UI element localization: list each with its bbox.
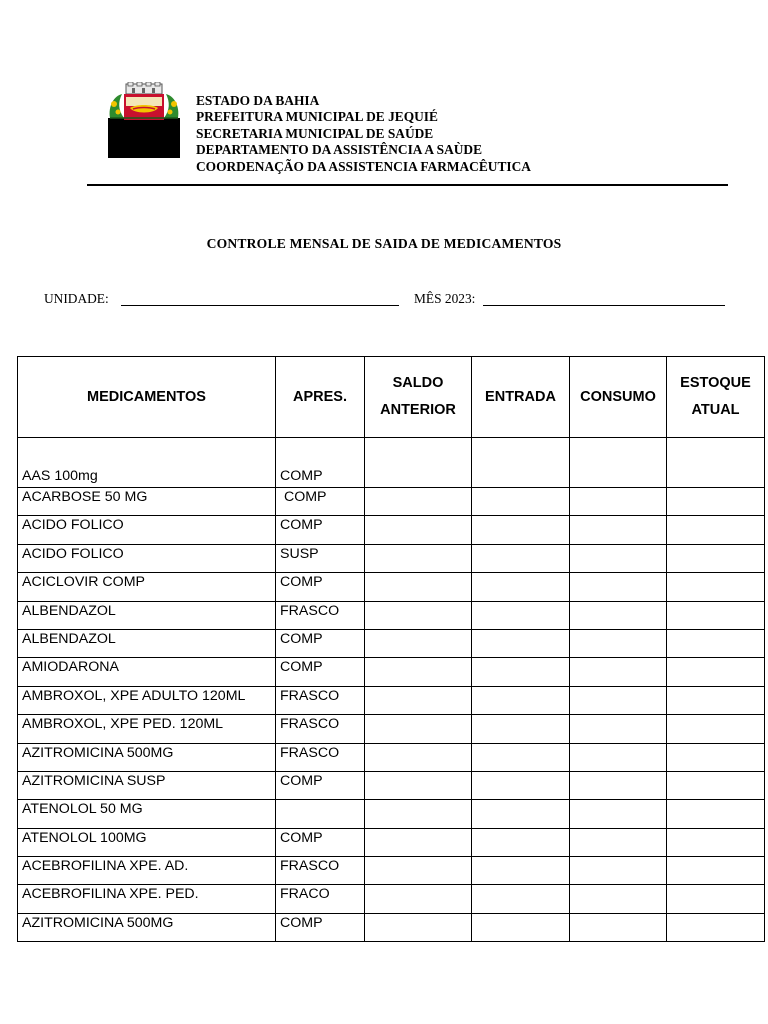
saldo-anterior-cell[interactable]: [365, 715, 472, 743]
entrada-cell[interactable]: [472, 828, 570, 856]
consumo-cell[interactable]: [570, 544, 667, 572]
consumo-cell[interactable]: [570, 857, 667, 885]
table-row: [18, 488, 765, 516]
estoque-atual-cell[interactable]: [667, 715, 765, 743]
table-row: [18, 715, 765, 743]
header-entrada: ENTRADA: [472, 357, 570, 438]
municipal-coat-of-arms-logo: [106, 82, 182, 158]
saldo-anterior-cell[interactable]: [365, 913, 472, 941]
entrada-cell[interactable]: [472, 913, 570, 941]
estoque-atual-cell[interactable]: [667, 771, 765, 799]
apresentacao-cell: COMP: [276, 913, 365, 941]
saldo-anterior-cell[interactable]: [365, 771, 472, 799]
medicamento-cell: AMBROXOL, XPE ADULTO 120ML: [18, 686, 276, 714]
estoque-atual-cell[interactable]: [667, 573, 765, 601]
medicamento-cell: ACEBROFILINA XPE. AD.: [18, 857, 276, 885]
consumo-cell[interactable]: [570, 800, 667, 828]
header-line-prefeitura: PREFEITURA MUNICIPAL DE JEQUIÉ: [196, 109, 438, 125]
table-row: [18, 857, 765, 885]
mes-fill-line[interactable]: [483, 305, 725, 306]
table-row: [18, 544, 765, 572]
estoque-atual-cell[interactable]: [667, 800, 765, 828]
estoque-atual-cell[interactable]: [667, 743, 765, 771]
entrada-cell[interactable]: [472, 686, 570, 714]
consumo-cell[interactable]: [570, 516, 667, 544]
table-row: [18, 885, 765, 913]
estoque-atual-cell[interactable]: [667, 488, 765, 516]
entrada-cell[interactable]: [472, 573, 570, 601]
estoque-atual-cell[interactable]: [667, 857, 765, 885]
entrada-cell[interactable]: [472, 544, 570, 572]
medicamento-cell: AAS 100mg: [18, 438, 276, 488]
apresentacao-cell: SUSP: [276, 544, 365, 572]
table-row: [18, 601, 765, 629]
apresentacao-cell: FRASCO: [276, 857, 365, 885]
saldo-anterior-cell[interactable]: [365, 686, 472, 714]
medicamento-cell: ATENOLOL 50 MG: [18, 800, 276, 828]
apresentacao-cell: FRASCO: [276, 601, 365, 629]
saldo-anterior-cell[interactable]: [365, 544, 472, 572]
entrada-cell[interactable]: [472, 715, 570, 743]
entrada-cell[interactable]: [472, 516, 570, 544]
header-line-secretaria: SECRETARIA MUNICIPAL DE SAÚDE: [196, 125, 434, 141]
entrada-cell[interactable]: [472, 438, 570, 488]
apresentacao-cell: COMP: [276, 516, 365, 544]
estoque-atual-cell[interactable]: [667, 913, 765, 941]
estoque-atual-cell[interactable]: [667, 629, 765, 657]
apresentacao-cell: FRASCO: [276, 715, 365, 743]
saldo-anterior-cell[interactable]: [365, 488, 472, 516]
table-row: [18, 658, 765, 686]
header-apres: APRES.: [276, 357, 365, 438]
saldo-anterior-cell[interactable]: [365, 438, 472, 488]
medicamento-cell: ACIDO FOLICO: [18, 516, 276, 544]
entrada-cell[interactable]: [472, 488, 570, 516]
medication-control-table: [17, 356, 765, 942]
consumo-cell[interactable]: [570, 913, 667, 941]
header-divider: [87, 184, 728, 186]
medicamento-cell: ACIDO FOLICO: [18, 544, 276, 572]
institution-header: [196, 93, 531, 175]
unidade-label: UNIDADE:: [44, 291, 109, 306]
saldo-anterior-cell[interactable]: [365, 516, 472, 544]
consumo-cell[interactable]: [570, 686, 667, 714]
medicamento-cell: ACARBOSE 50 MG: [18, 488, 276, 516]
table-row: [18, 573, 765, 601]
header-line-departamento: DEPARTAMENTO DA ASSISTÊNCIA A SAÙDE: [196, 142, 483, 158]
medicamento-cell: ALBENDAZOL: [18, 629, 276, 657]
apresentacao-cell: [276, 800, 365, 828]
medicamento-cell: AZITROMICINA SUSP: [18, 771, 276, 799]
table-row: [18, 743, 765, 771]
apresentacao-cell: COMP: [276, 438, 365, 488]
entrada-cell[interactable]: [472, 629, 570, 657]
medicamento-cell: ACEBROFILINA XPE. PED.: [18, 885, 276, 913]
apresentacao-cell: FRACO: [276, 885, 365, 913]
estoque-atual-cell[interactable]: [667, 686, 765, 714]
header-line-state: ESTADO DA BAHIA: [196, 93, 320, 108]
entrada-cell[interactable]: [472, 885, 570, 913]
estoque-atual-cell[interactable]: [667, 544, 765, 572]
medicamento-cell: ALBENDAZOL: [18, 601, 276, 629]
table-body: [18, 438, 765, 942]
medicamento-cell: ATENOLOL 100MG: [18, 828, 276, 856]
apresentacao-cell: COMP: [276, 629, 365, 657]
table-row: [18, 800, 765, 828]
header-estoque-line1: ESTOQUE: [680, 375, 751, 391]
medicamento-cell: AZITROMICINA 500MG: [18, 913, 276, 941]
apresentacao-cell: COMP: [276, 488, 365, 516]
consumo-cell[interactable]: [570, 828, 667, 856]
consumo-cell[interactable]: [570, 438, 667, 488]
consumo-cell[interactable]: [570, 601, 667, 629]
saldo-anterior-cell[interactable]: [365, 743, 472, 771]
saldo-anterior-cell[interactable]: [365, 601, 472, 629]
header-saldo-anterior: [365, 357, 472, 438]
entrada-cell[interactable]: [472, 601, 570, 629]
saldo-anterior-cell[interactable]: [365, 658, 472, 686]
consumo-cell[interactable]: [570, 658, 667, 686]
table-header-row: [18, 357, 765, 438]
saldo-anterior-cell[interactable]: [365, 828, 472, 856]
saldo-anterior-cell[interactable]: [365, 857, 472, 885]
estoque-atual-cell[interactable]: [667, 828, 765, 856]
saldo-anterior-cell[interactable]: [365, 629, 472, 657]
consumo-cell[interactable]: [570, 488, 667, 516]
apresentacao-cell: COMP: [276, 573, 365, 601]
medicamento-cell: AMBROXOL, XPE PED. 120ML: [18, 715, 276, 743]
medicamento-cell: ACICLOVIR COMP: [18, 573, 276, 601]
table-row: [18, 771, 765, 799]
table-row: [18, 686, 765, 714]
table-row: [18, 516, 765, 544]
table-row: [18, 629, 765, 657]
saldo-anterior-cell[interactable]: [365, 800, 472, 828]
unidade-fill-line[interactable]: [121, 305, 399, 306]
medicamento-cell: AMIODARONA: [18, 658, 276, 686]
header-estoque-line2: ATUAL: [691, 402, 740, 418]
crown-icon: [126, 82, 162, 94]
entrada-cell[interactable]: [472, 857, 570, 885]
entrada-cell[interactable]: [472, 800, 570, 828]
mes-label: MÊS 2023:: [414, 291, 476, 306]
table-row: [18, 828, 765, 856]
consumo-cell[interactable]: [570, 715, 667, 743]
table-row: [18, 438, 765, 488]
entrada-cell[interactable]: [472, 658, 570, 686]
apresentacao-cell: COMP: [276, 828, 365, 856]
table-row: [18, 913, 765, 941]
entrada-cell[interactable]: [472, 743, 570, 771]
estoque-atual-cell[interactable]: [667, 658, 765, 686]
consumo-cell[interactable]: [570, 743, 667, 771]
header-estoque-atual: [667, 357, 765, 438]
estoque-atual-cell[interactable]: [667, 885, 765, 913]
apresentacao-cell: FRASCO: [276, 743, 365, 771]
medicamento-cell: AZITROMICINA 500MG: [18, 743, 276, 771]
apresentacao-cell: FRASCO: [276, 686, 365, 714]
estoque-atual-cell[interactable]: [667, 438, 765, 488]
consumo-cell[interactable]: [570, 629, 667, 657]
header-saldo-line1: SALDO: [392, 375, 444, 391]
header-saldo-line2: ANTERIOR: [380, 402, 456, 418]
estoque-atual-cell[interactable]: [667, 516, 765, 544]
saldo-anterior-cell[interactable]: [365, 573, 472, 601]
entrada-cell[interactable]: [472, 771, 570, 799]
header-medicamentos: MEDICAMENTOS: [18, 357, 276, 438]
apresentacao-cell: COMP: [276, 658, 365, 686]
header-line-coordenacao: COORDENAÇÃO DA ASSISTENCIA FARMACÊUTICA: [196, 158, 531, 174]
consumo-cell[interactable]: [570, 885, 667, 913]
document-title: CONTROLE MENSAL DE SAIDA DE MEDICAMENTOS: [206, 236, 562, 251]
estoque-atual-cell[interactable]: [667, 601, 765, 629]
saldo-anterior-cell[interactable]: [365, 885, 472, 913]
consumo-cell[interactable]: [570, 573, 667, 601]
header-consumo: CONSUMO: [570, 357, 667, 438]
consumo-cell[interactable]: [570, 771, 667, 799]
apresentacao-cell: COMP: [276, 771, 365, 799]
